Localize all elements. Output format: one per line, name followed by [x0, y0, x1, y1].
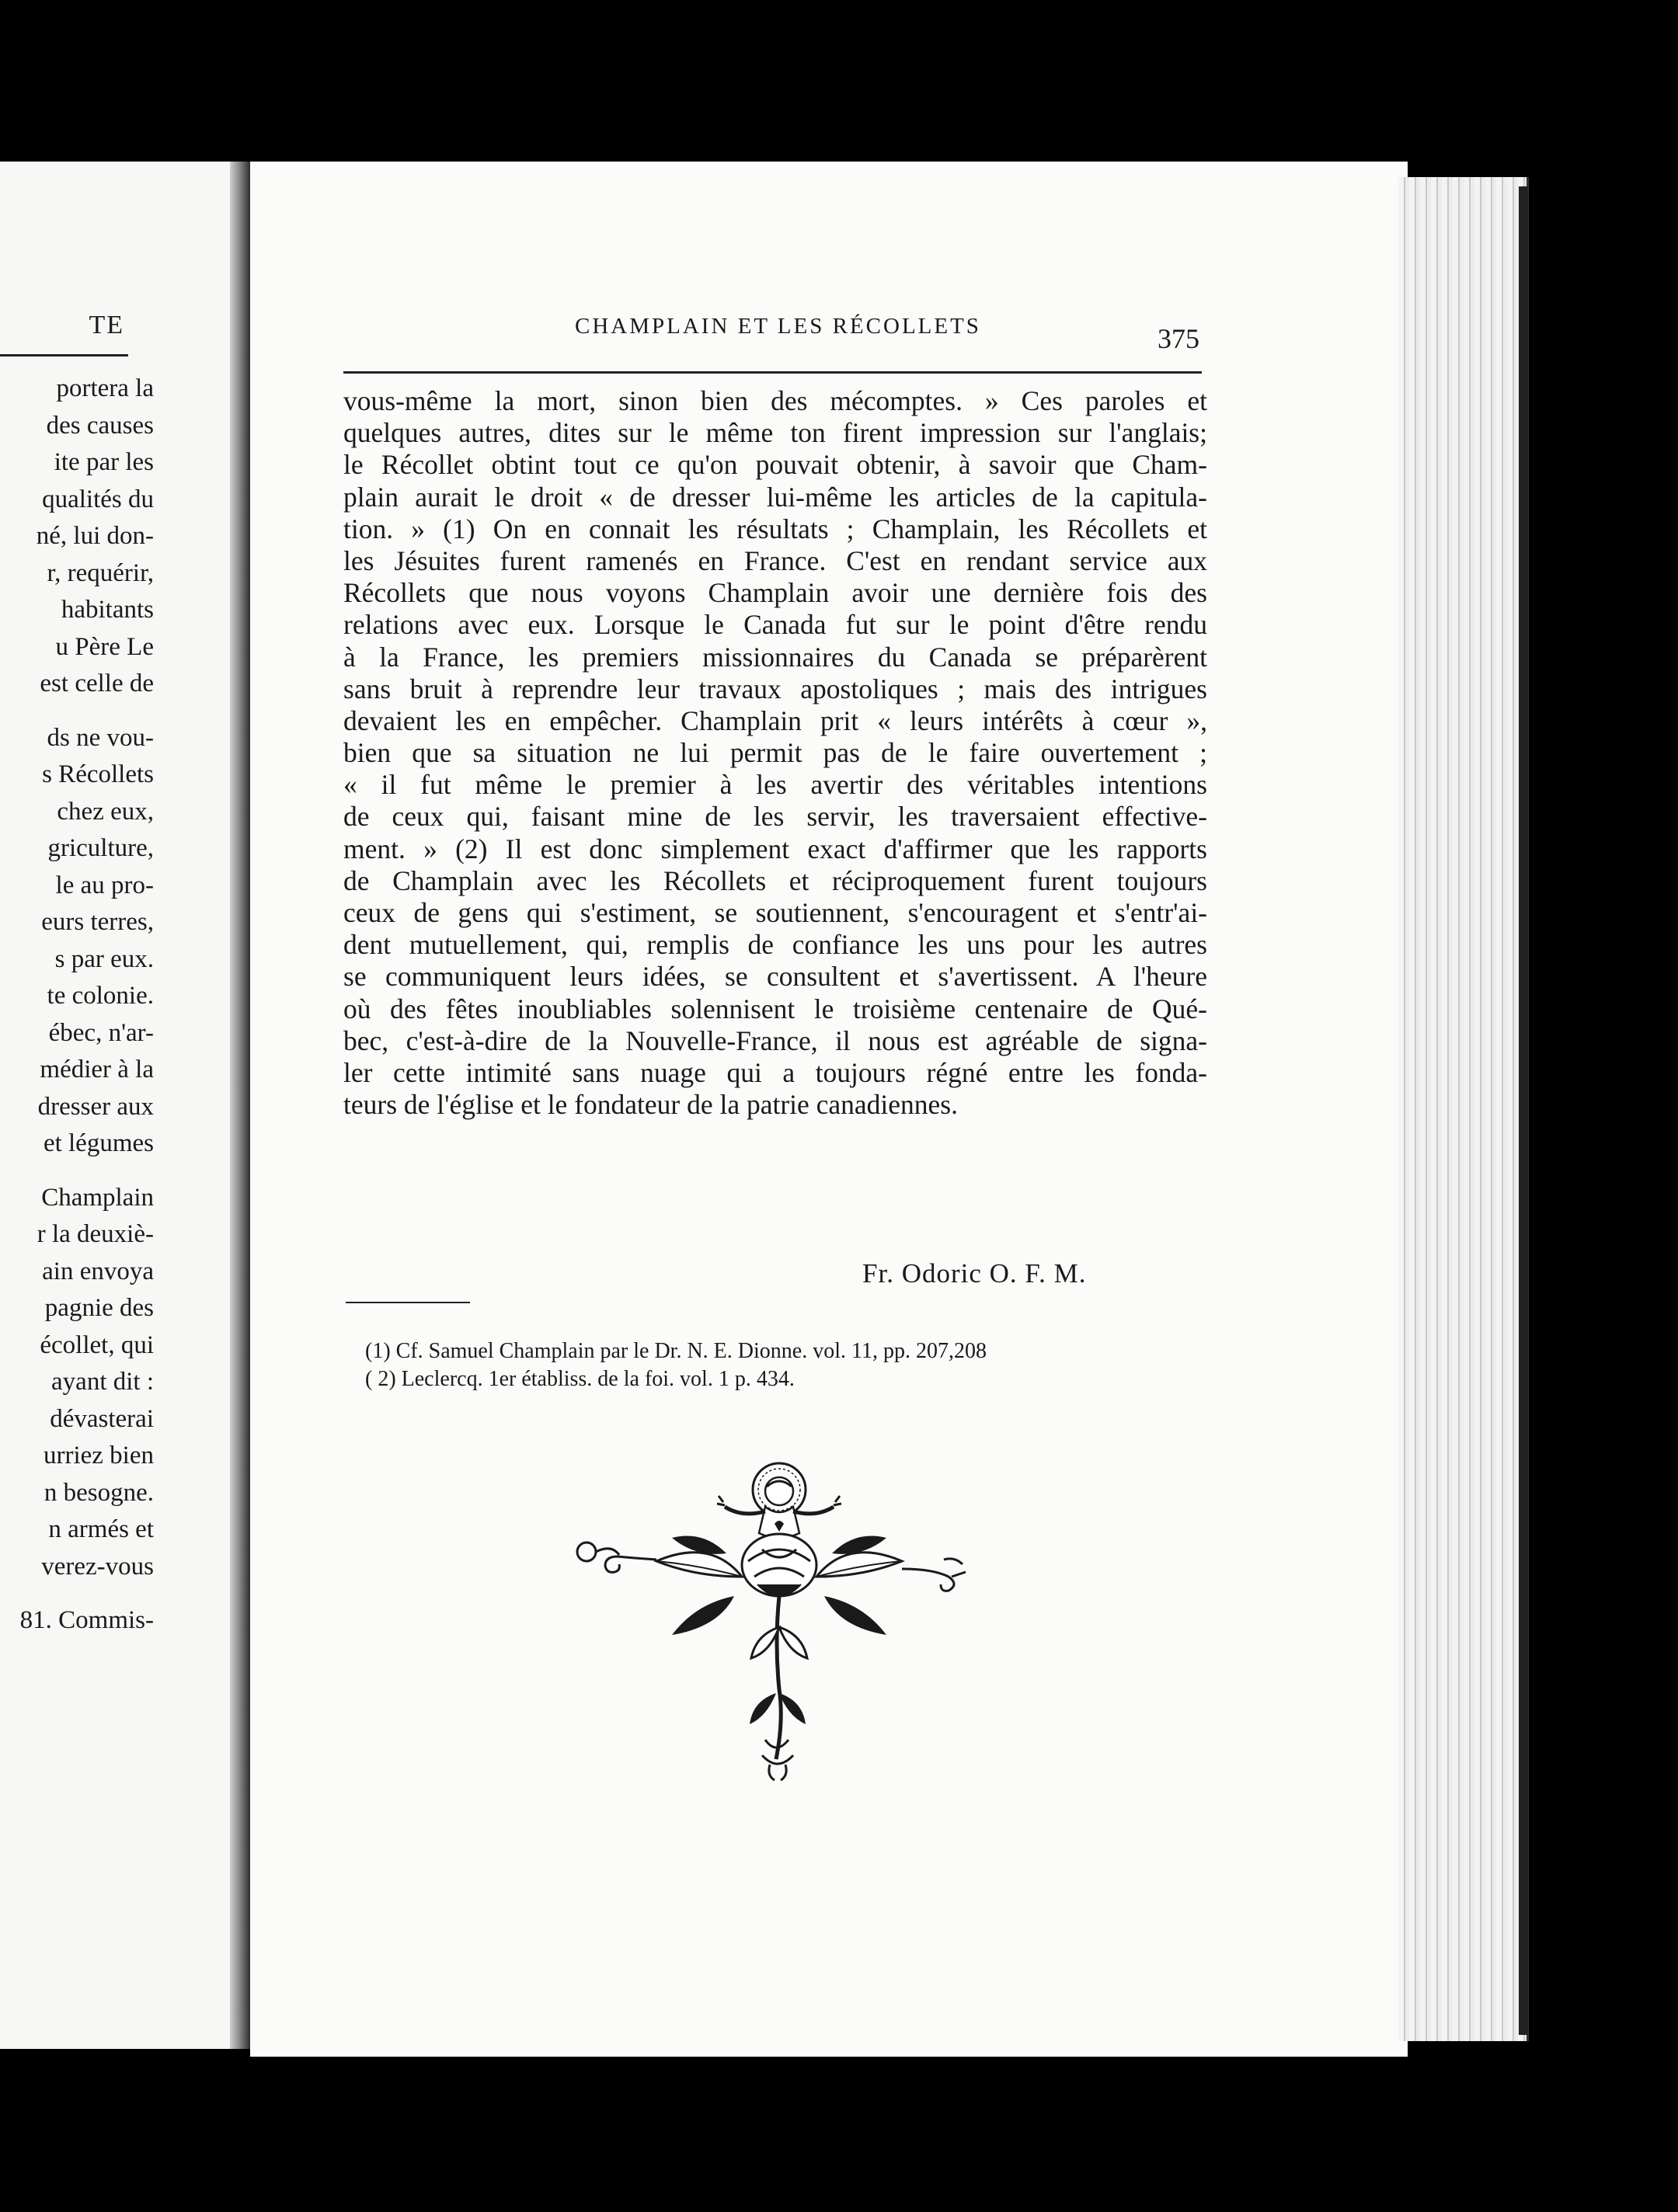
body-line: devaient les en empêcher. Champlain prit « leurs intérêts à cœur »,: [343, 704, 1207, 736]
body-line: Récollets que nous voyons Champlain avoir une dernière fois des: [343, 577, 1207, 609]
left-page-line: pagnie des: [44, 1294, 154, 1322]
body-line: de Champlain avec les Récollets et réciproquement furent toujours: [343, 864, 1207, 896]
left-page-line: des causes: [46, 411, 154, 440]
body-line: plain aurait le droit « de dresser lui-même les articles de la capitula-: [343, 481, 1207, 513]
left-page-line: griculture,: [47, 834, 154, 862]
left-page-line: médier à la: [40, 1056, 154, 1083]
left-page-line: ayant dit :: [51, 1368, 154, 1396]
left-page-line: urriez bien: [43, 1442, 154, 1469]
left-page-line: te colonie.: [47, 982, 154, 1010]
left-page-line: ite par les: [54, 448, 154, 476]
body-line: bien que sa situation ne lui permit pas de le faire ouvertement ;: [343, 737, 1207, 769]
infant-jesus-floral-vignette-icon: [571, 1460, 975, 1786]
left-page-line: verez-vous: [41, 1552, 154, 1581]
body-line: vous-même la mort, sinon bien des mécomptes. » Ces paroles et: [343, 385, 1207, 416]
left-page-line: ébec, n'ar-: [48, 1018, 154, 1047]
footnotes: [365, 1337, 1181, 1393]
footnote: (1) Cf. Samuel Champlain par le Dr. N. E. Dionne. vol. 11, pp. 207,208: [365, 1339, 987, 1363]
body-line: à la France, les premiers missionnaires du Canada se préparèrent: [343, 641, 1207, 673]
left-page-line: habitants: [61, 596, 154, 624]
left-page-line: u Père Le: [55, 632, 154, 661]
left-page-line: né, lui don-: [36, 522, 154, 550]
left-page-line: n armés et: [48, 1515, 154, 1543]
left-page-line: s Récollets: [42, 760, 154, 788]
body-line: sans bruit à reprendre leur travaux apostoliques ; mais des intrigues: [343, 673, 1207, 704]
left-page-line: et légumes: [43, 1129, 154, 1157]
left-page-line: le au pro-: [55, 871, 154, 899]
body-line: dent mutuellement, qui, remplis de confiance les uns pour les autres: [343, 929, 1207, 961]
left-page-line: portera la: [56, 374, 154, 402]
body-line: bec, c'est-à-dire de la Nouvelle-France, il nous est agréable de signa-: [343, 1024, 1207, 1056]
book-cover-edge: [1519, 186, 1528, 2035]
left-page-line: dresser aux: [37, 1092, 154, 1121]
body-line: tion. » (1) On en connait les résultats ; Champlain, les Récollets et: [343, 513, 1207, 544]
left-page-line: r la deuxiè-: [37, 1220, 154, 1248]
left-page-line: 81. Commis-: [19, 1606, 154, 1634]
page-edges: [1398, 177, 1529, 2041]
signature: Fr. Odoric O. F. M.: [862, 1258, 1087, 1289]
head-rule: [343, 371, 1202, 374]
body-line: ler cette intimité sans nuage qui a toujours régné entre les fonda-: [343, 1056, 1207, 1088]
body-line: le Récollet obtint tout ce qu'on pouvait obtenir, à savoir que Cham-: [343, 449, 1207, 481]
left-page-line: s par eux.: [54, 944, 154, 973]
body-line: où des fêtes inoubliables solennisent le troisième centenaire de Qué-: [343, 993, 1207, 1024]
left-page-line: qualités du: [42, 485, 154, 513]
left-page-line: eurs terres,: [41, 908, 154, 936]
left-page-line: Champlain: [41, 1183, 154, 1212]
body-line: « il fut même le premier à les avertir des véritables intentions: [343, 769, 1207, 801]
left-page-line: écollet, qui: [40, 1330, 154, 1359]
page-number: 375: [1158, 323, 1199, 354]
left-page-line: r, requérir,: [47, 558, 154, 587]
body-line: de ceux qui, faisant mine de les servir, les traversaient effective-: [343, 801, 1207, 833]
left-page-line: chez eux,: [57, 797, 154, 826]
left-page-line: ds ne vou-: [47, 723, 154, 752]
left-running-head: TE: [89, 311, 124, 339]
body-line: quelques autres, dites sur le même ton firent impression sur l'anglais;: [343, 417, 1207, 449]
body-text: [343, 385, 1207, 1121]
body-line: se communiquent leurs idées, se consultent et s'avertissent. A l'heure: [343, 961, 1207, 993]
footnote-rule: [346, 1302, 470, 1303]
body-line: ceux de gens qui s'estiment, se soutiennent, s'encouragent et s'entr'ai-: [343, 897, 1207, 928]
left-page-line: dévasterai: [50, 1404, 154, 1433]
footnote: ( 2) Leclercq. 1er établiss. de la foi. vol. 1 p. 434.: [365, 1367, 795, 1391]
left-page-line: est celle de: [40, 670, 154, 697]
left-page-line: ain envoya: [42, 1257, 154, 1285]
body-line-last: teurs de l'église et le fondateur de la patrie canadiennes.: [343, 1089, 958, 1121]
body-line: relations avec eux. Lorsque le Canada fut sur le point d'être rendu: [343, 609, 1207, 641]
body-line: les Jésuites furent ramenés en France. C'est en rendant service aux: [343, 544, 1207, 576]
running-head: CHAMPLAIN ET LES RÉCOLLETS: [575, 314, 981, 339]
left-page-line: n besogne.: [44, 1478, 154, 1507]
body-line: ment. » (2) Il est donc simplement exact d'affirmer que les rapports: [343, 833, 1207, 864]
left-head-rule: [0, 354, 128, 356]
